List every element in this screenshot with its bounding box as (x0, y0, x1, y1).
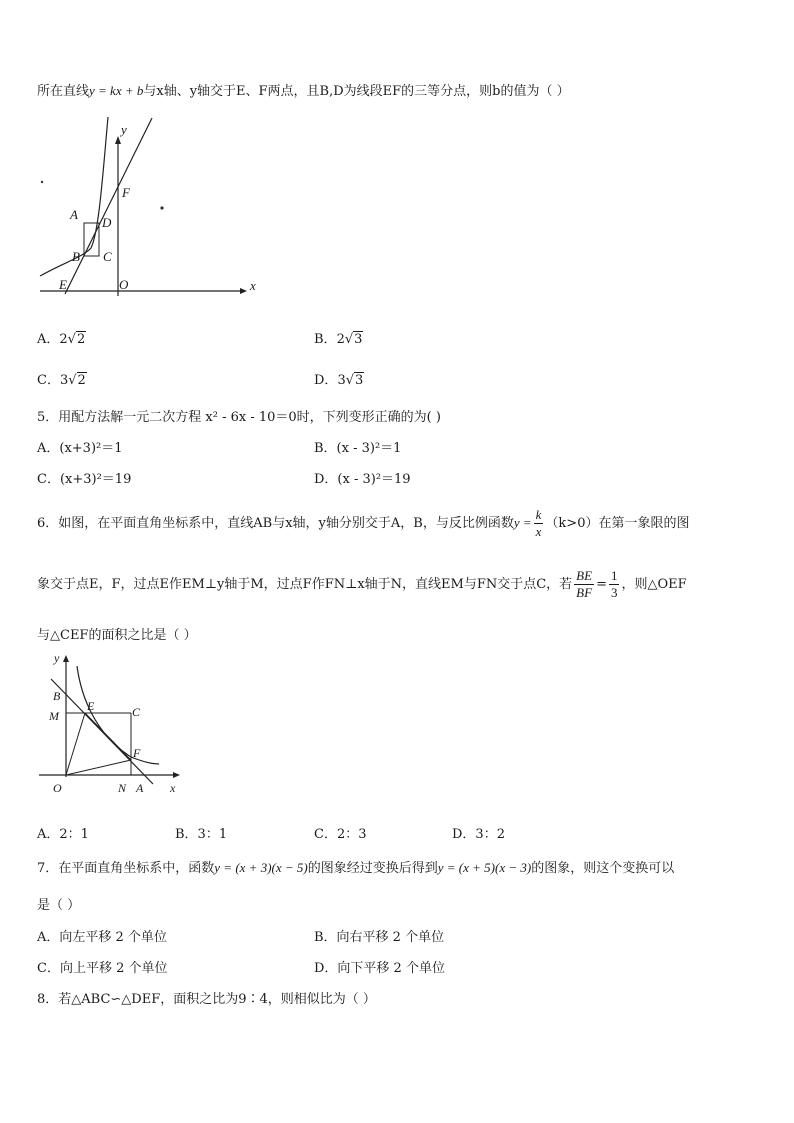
q6-option-d[interactable]: D．3：2 (452, 827, 505, 842)
q6-fraction-be-over-bf: $\frac{BE}{BF}$ (576, 568, 593, 600)
q6-stem-line2: 象交于点E，F，过点E作EM⊥y轴于M，过点F作FN⊥x轴于N，直线EM与FN交于点C，若 $\frac{BE}{BF}$ = $\frac{1}{3}$ ，则△OEF (37, 568, 687, 600)
q6-segment-oe (66, 713, 85, 775)
q4-y-arrow (115, 136, 121, 144)
q6-stem-line1: 6．如图，在平面直角坐标系中，直线AB与x轴，y轴分别交于A，B，与反比例函数y = $\frac{k}{x}$ （k>0）在第一象限的图 (37, 507, 690, 539)
q4-label-C: C (103, 249, 112, 264)
q6-label-x: x (170, 781, 176, 795)
q7-option-a[interactable]: A．向左平移 2 个单位 (37, 930, 167, 945)
q7-stem-line1: 7．在平面直角坐标系中，函数y = (x + 3)(x − 5)的图象经过变换后得到y = (x + 5)(x − 3)的图象，则这个变换可以 (37, 860, 675, 876)
q6-label-M: M (49, 709, 59, 723)
q7-option-d[interactable]: D．向下平移 2 个单位 (314, 961, 445, 976)
q7-function-2: y = (x + 5)(x − 3) (437, 860, 532, 875)
q4-stray-dot (160, 206, 163, 209)
q4-label-E: E (59, 277, 67, 292)
q4-option-d[interactable]: D．3√3 (314, 373, 364, 388)
q4-x-arrow (240, 288, 247, 294)
q6-hyperbola (77, 666, 159, 764)
q4-option-c[interactable]: C．3√2 (37, 373, 86, 388)
q4-stem: 所在直线y = kx + b与x轴、y轴交于E、F两点，且B,D为线段EF的三等分点，则b的值为（ ） (37, 83, 570, 99)
q5-option-b[interactable]: B．(x - 3)²＝1 (314, 441, 402, 456)
q4-stray-dot (41, 181, 43, 183)
q4-label-O: O (119, 277, 129, 292)
q4-label-x: x (250, 278, 256, 293)
q5-option-d[interactable]: D．(x - 3)²＝19 (314, 472, 411, 487)
q6-label-N: N (118, 781, 127, 795)
q6-option-c[interactable]: C．2：3 (314, 827, 367, 842)
q6-option-b[interactable]: B．3：1 (175, 827, 228, 842)
q6-segment-of (66, 760, 131, 775)
q7-stem-line2: 是（ ） (37, 898, 81, 913)
q7-function-1: y = (x + 3)(x − 5) (214, 860, 308, 875)
q5-option-a[interactable]: A．(x+3)²＝1 (37, 441, 123, 456)
q7-option-b[interactable]: B．向右平移 2 个单位 (314, 930, 445, 945)
q4-label-y: y (121, 122, 127, 137)
q6-y-arrow (63, 655, 69, 662)
q5-stem: 5．用配方法解一元二次方程 x² - 6x - 10＝0时，下列变形正确的为( ) (37, 410, 441, 425)
q4-figure (35, 112, 265, 302)
q4-label-D: D (102, 215, 112, 230)
q4-option-a[interactable]: A．2√2 (37, 332, 86, 347)
q4-option-b[interactable]: B．2√3 (314, 332, 363, 347)
q6-label-y: y (54, 651, 60, 665)
q6-label-A: A (136, 781, 144, 795)
q6-figure (35, 646, 195, 801)
q8-stem: 8．若△ABC∽△DEF，面积之比为9∶4，则相似比为（ ） (37, 992, 376, 1007)
q6-segment-ef (85, 713, 131, 760)
q6-stem-line3: 与△CEF的面积之比是（ ） (37, 628, 197, 643)
q6-x-arrow (173, 772, 180, 778)
q6-fraction-k-over-x: $\frac{k}{x}$ (535, 507, 542, 539)
q4-equation: y = kx + b (89, 83, 144, 98)
q6-label-E: E (87, 699, 95, 713)
q6-fraction-one-third: $\frac{1}{3}$ (610, 568, 618, 600)
q7-option-c[interactable]: C．向上平移 2 个单位 (37, 961, 168, 976)
q5-option-c[interactable]: C．(x+3)²＝19 (37, 472, 132, 487)
q6-label-C: C (132, 705, 141, 719)
q6-label-O: O (53, 781, 62, 795)
q4-label-A: A (70, 207, 78, 222)
q4-label-B: B (72, 249, 80, 264)
q6-option-a[interactable]: A．2：1 (37, 827, 89, 842)
q4-line-ef (65, 118, 152, 294)
q4-label-F: F (122, 185, 130, 200)
q6-label-B: B (53, 689, 61, 703)
q6-label-F: F (133, 746, 141, 760)
